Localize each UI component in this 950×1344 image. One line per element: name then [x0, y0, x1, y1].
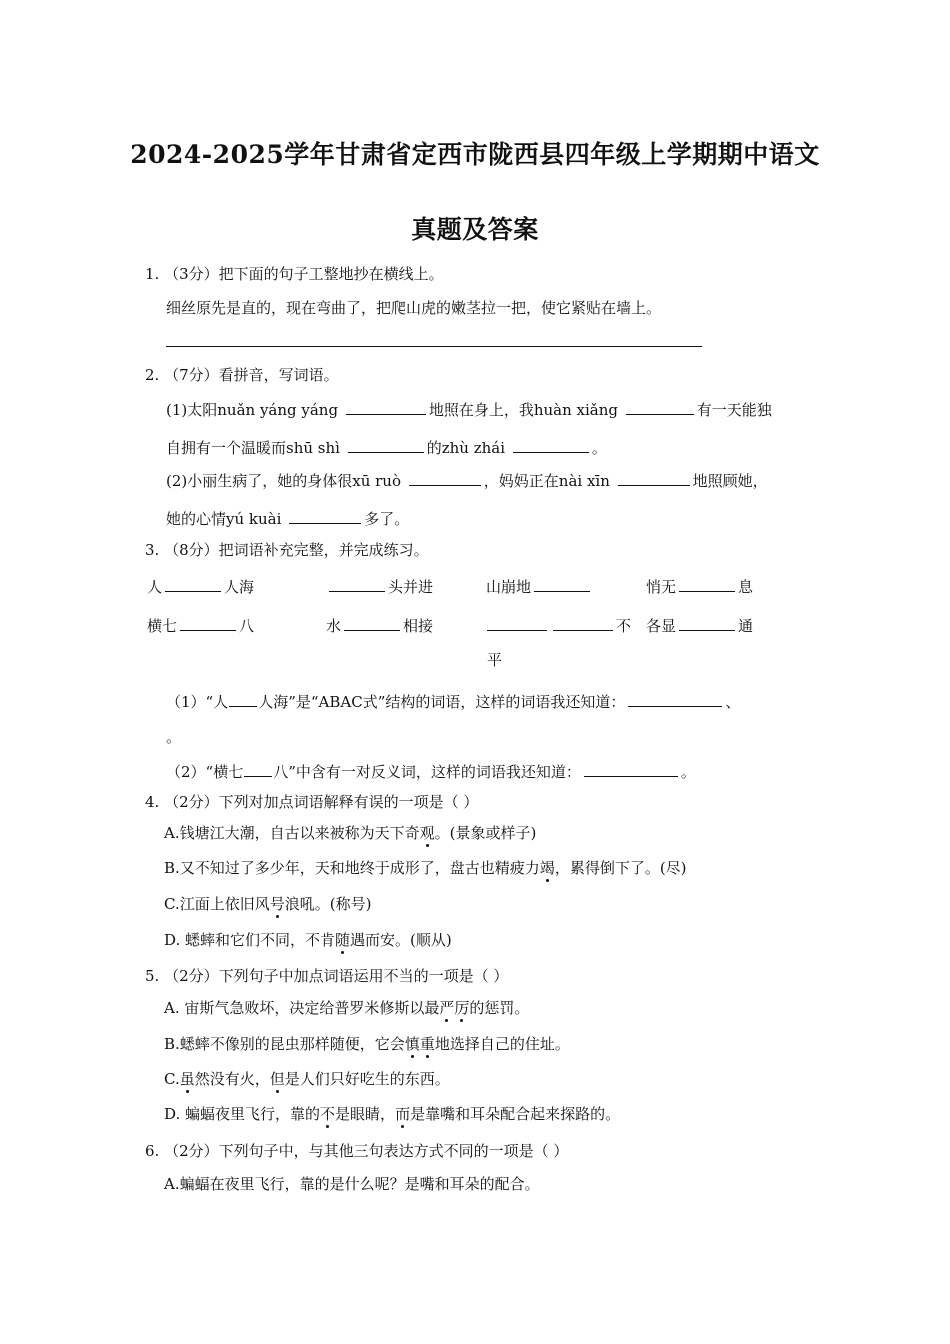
text: D. 蟋蟀和它们不同，不肯	[164, 931, 336, 949]
dotted-char: 随	[335, 931, 351, 949]
text: 水	[326, 617, 342, 635]
question-2-heading: 2. （7分）看拼音，写词语。	[145, 366, 339, 384]
question-3-sub-1	[166, 690, 740, 712]
text: 。	[591, 439, 607, 457]
idiom-item	[484, 614, 631, 636]
question-1-heading: 1. （3分）把下面的句子工整地抄在横线上。	[145, 265, 444, 283]
text: 的zhù zhái	[426, 439, 506, 457]
text: 她的心情yú kuài	[166, 510, 282, 528]
dotted-char: 竭	[539, 859, 555, 877]
text: 通	[738, 617, 754, 635]
text: 八”中含有一对反义词，这样的词语我还知道：	[273, 763, 581, 781]
dotted-char: 慎	[404, 1035, 420, 1053]
blank[interactable]	[553, 614, 613, 631]
question-3-sub-1-end: 。	[166, 728, 182, 746]
blank[interactable]	[679, 575, 735, 592]
option-c[interactable]	[164, 894, 371, 914]
option-c[interactable]	[164, 1069, 450, 1089]
blank[interactable]	[584, 760, 678, 777]
blank[interactable]	[348, 436, 424, 453]
dotted-char: 而	[395, 1105, 411, 1123]
text: 。(景象或样子)	[434, 824, 537, 842]
blank[interactable]	[180, 614, 236, 631]
dotted-char: 厉	[454, 999, 470, 1017]
idiom-item: 平	[487, 651, 503, 669]
text: 然没有火，	[194, 1070, 270, 1088]
idiom-item	[147, 614, 254, 636]
text: 的惩罚。	[469, 999, 530, 1017]
dotted-char: 观	[419, 824, 435, 842]
text: 人海	[224, 578, 255, 596]
text: 悄无	[646, 578, 677, 596]
text: 人	[147, 578, 163, 596]
text: B.蟋蟀不像别的昆虫那样随便，它会	[164, 1035, 405, 1053]
idiom-item	[326, 614, 433, 636]
option-a[interactable]	[164, 998, 529, 1018]
text: 。	[680, 763, 696, 781]
text: 八	[239, 617, 255, 635]
idiom-item	[147, 575, 254, 597]
dotted-char: 号	[269, 895, 285, 913]
idiom-item	[646, 614, 753, 636]
answer-line[interactable]	[166, 346, 702, 347]
dotted-char: 虽	[179, 1070, 195, 1088]
blank[interactable]	[409, 469, 481, 486]
question-6-heading: 6. （2分）下列句子中，与其他三句表达方式不同的一项是（ ）	[145, 1142, 569, 1160]
question-3-sub-2	[166, 760, 696, 782]
question-3-heading: 3. （8分）把词语补充完整，并完成练习。	[145, 541, 429, 559]
text: 是靠嘴和耳朵配合起来探路的。	[410, 1105, 621, 1123]
text: 头并进	[388, 578, 434, 596]
blank[interactable]	[329, 575, 385, 592]
text: (2)小丽生病了，她的身体很xū ruò	[166, 472, 401, 490]
blank[interactable]	[618, 469, 690, 486]
text: （2）“横七	[166, 763, 244, 781]
question-1-sentence: 细丝原先是直的，现在弯曲了，把爬山虎的嫩茎拉一把，使它紧贴在墙上。	[166, 299, 662, 317]
text: 人海”是“ABAC式”结构的词语，这样的词语我还知道：	[258, 693, 626, 711]
text: C.	[164, 1070, 180, 1088]
blank[interactable]	[244, 762, 272, 777]
text: ，妈妈正在nài xīn	[483, 472, 610, 490]
text: 山崩地	[486, 578, 532, 596]
blank[interactable]	[628, 690, 722, 707]
option-a[interactable]	[164, 823, 536, 843]
text: 自拥有一个温暖而shū shì	[166, 439, 340, 457]
text: 浪吼。(称号)	[284, 895, 372, 913]
text: 有一天能独	[696, 401, 772, 419]
question-5-heading: 5. （2分）下列句子中加点词语运用不当的一项是（ ）	[145, 967, 509, 985]
blank[interactable]	[346, 398, 426, 415]
text: 各显	[646, 617, 677, 635]
dotted-char: 不	[320, 1105, 336, 1123]
question-2-line-2	[166, 436, 607, 458]
dotted-char: 重	[419, 1035, 435, 1053]
question-4-heading: 4. （2分）下列对加点词语解释有误的一项是（ ）	[145, 793, 479, 811]
option-b[interactable]	[164, 858, 687, 878]
option-b[interactable]	[164, 1034, 570, 1054]
text: 多了。	[364, 510, 410, 528]
blank[interactable]	[534, 575, 590, 592]
page-subtitle: 真题及答案	[411, 215, 539, 244]
option-a[interactable]: A.蝙蝠在夜里飞行，靠的是什么呢？是嘴和耳朵的配合。	[164, 1175, 540, 1193]
question-2-line-3	[166, 469, 768, 491]
blank[interactable]	[487, 614, 547, 631]
idiom-item	[646, 575, 753, 597]
text: 相接	[403, 617, 434, 635]
option-d[interactable]	[164, 1104, 620, 1124]
blank[interactable]	[289, 507, 361, 524]
text: 是眼睛，	[335, 1105, 396, 1123]
blank[interactable]	[344, 614, 400, 631]
text: B.又不知过了多少年，天和地终于成形了，盘古也精疲力	[164, 859, 540, 877]
text: 横七	[147, 617, 178, 635]
blank[interactable]	[626, 398, 694, 415]
dotted-char: 严	[439, 999, 455, 1017]
text: D. 蝙蝠夜里飞行，靠的	[164, 1105, 321, 1123]
text: 不	[616, 617, 632, 635]
blank[interactable]	[679, 614, 735, 631]
text: 、	[725, 693, 741, 711]
option-d[interactable]	[164, 930, 452, 950]
text: 是人们只好吃生的东西。	[284, 1070, 450, 1088]
idiom-item	[486, 575, 593, 597]
text: C.江面上依旧风	[164, 895, 270, 913]
idiom-item	[326, 575, 433, 597]
text: ，累得倒下了。(尽)	[554, 859, 687, 877]
text: 遇而安。(顺从)	[350, 931, 452, 949]
text: 地照顾她，	[692, 472, 768, 490]
text: A. 宙斯气急败坏，决定给普罗米修斯以最	[164, 999, 440, 1017]
text: （1）“人	[166, 693, 229, 711]
text: A.钱塘江大潮，自古以来被称为天下奇	[164, 824, 420, 842]
dotted-char: 但	[269, 1070, 285, 1088]
text: 息	[738, 578, 754, 596]
text: 地选择自己的住址。	[434, 1035, 570, 1053]
question-2-line-1	[166, 398, 772, 420]
blank[interactable]	[513, 436, 589, 453]
blank[interactable]	[165, 575, 221, 592]
page-title: 2024-2025学年甘肃省定西市陇西县四年级上学期期中语文	[130, 140, 820, 169]
blank[interactable]	[229, 692, 257, 707]
question-2-line-4	[166, 507, 409, 529]
text: 地照在身上，我huàn xiǎng	[428, 401, 619, 419]
text: (1)太阳nuǎn yáng yáng	[166, 401, 339, 419]
